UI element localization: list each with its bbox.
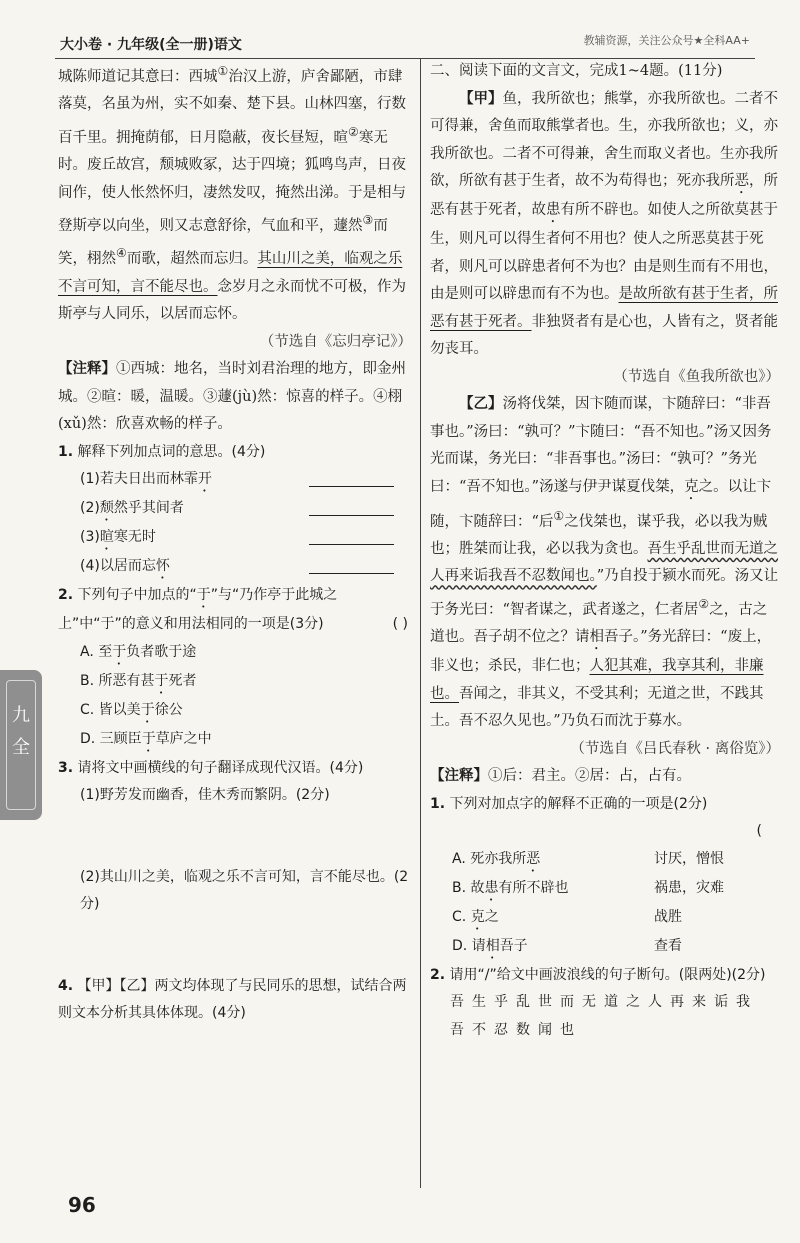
passage-source: （节选自《鱼我所欲也》）	[613, 368, 780, 385]
punctuation-line[interactable]: 吾生乎乱世而无道之人再来诟我	[450, 994, 758, 1011]
notes: 【注释】①西城：地名，当时刘君治理的地方，即金州城。②暄：暖，温暖。③蘧(jù)然：惊喜的样子。④栩(xǔ)然：欣喜欢畅的样子。	[58, 361, 406, 433]
answer-space[interactable]	[58, 810, 412, 837]
rq1-option[interactable]: A. 死亦我所恶 讨厌，憎恨	[452, 850, 724, 867]
right-question-2: 2. 请用“/”给文中画波浪线的句子断句。(限两处)(2分) 吾生乎乱世而无道之人再来诟我 吾不忍数闻也	[430, 962, 780, 1045]
underlined-sentence: 是故所欲有甚于生者，所恶有甚于死者。	[430, 286, 778, 330]
answer-space[interactable]	[58, 919, 412, 946]
page-number: 96	[68, 1193, 96, 1217]
answer-blank[interactable]	[309, 528, 394, 545]
notes: 【注释】①后：君主。②居：占，占有。	[430, 768, 691, 785]
page-header	[40, 34, 760, 54]
rq1-option[interactable]: C. 克之 战胜	[452, 908, 682, 925]
underlined-sentence: 人犯其难，我享其利，非廉也。	[430, 658, 764, 702]
wavy-underlined-sentence: 吾生乎乱世而无道之人再来诟我吾不忍数闻也。	[430, 540, 778, 585]
q2-option[interactable]: C. 皆以美于徐公	[80, 701, 183, 718]
q1-item: (2)颓然乎其间者	[58, 495, 412, 524]
q3-item: (2)其山川之美，临观之乐不言可知，言不能尽也。(2分)	[80, 868, 409, 913]
side-tab-char: 全	[12, 737, 30, 758]
q2-option[interactable]: B. 所恶有甚于死者	[80, 672, 197, 689]
answer-space[interactable]	[58, 946, 412, 973]
underlined-sentence: 其山川之美，临观之乐不言可知，言不能尽也。	[58, 251, 403, 295]
answer-blank[interactable]	[309, 499, 394, 516]
column-divider	[420, 58, 421, 1188]
q1-item: (3)暄寒无时	[58, 524, 412, 553]
q3-item: (1)野芳发而幽香，佳木秀而繁阴。(2分)	[80, 787, 330, 804]
punctuation-line[interactable]: 吾不忍数闻也	[450, 1021, 582, 1038]
right-question-1: 1. 下列对加点字的解释不正确的一项是(2分) ( A. 死亦我所恶 讨厌，憎恨 B. 故患有所不辟也 祸患，灾难 C. 克之 战胜 D. 请相吾子 查看	[430, 791, 780, 962]
passage-source: （节选自《忘归亭记》）	[259, 333, 412, 350]
answer-blank[interactable]	[309, 470, 394, 487]
question-2: 2. 下列句子中加点的“于”与“乃作亭于此城之上”中“于”的意义和用法相同的一项是(3分) ( ) A. 至于负者歌于途 B. 所恶有甚于死者 C. 皆以美于徐公 D. 三顾臣于草庐之中	[58, 582, 412, 755]
question-1: 1. 解释下列加点词的意思。(4分) (1)若夫日出而林霏开 (2)颓然乎其间者 (3)暄寒无时 (4)以居而忘怀	[58, 439, 412, 583]
answer-paren[interactable]: ( )	[392, 616, 408, 633]
answer-space[interactable]	[58, 837, 412, 864]
header-slogan: 教辅资源，关注公众号★全科AA+	[583, 34, 750, 47]
side-tab-char: 九	[12, 705, 30, 726]
section-title: 二、阅读下面的文言文，完成1~4题。(11分)	[430, 63, 723, 79]
answer-blank[interactable]	[309, 557, 394, 574]
left-column	[58, 58, 412, 1028]
passage-jia-continued: 城陈师道记其意曰：西城①治汉上游，庐舍鄙陋，市肆落莫，名虽为州，实不如秦、楚下县。山林四塞，行数百千里。拥掩荫郁，日月隐蔽，夜长昼短，暄②寒无时。废丘故宫，颓城败冢，达于四境；狐鸣鸟声，日夜间作，使人怅然怀归，凄然发叹，掩然出涕。于是相与登斯亭以向坐，则又志意舒徐，气血和平，蘧然③而笑，栩然④而歌，超然而忘归。其山川之美，临观之乐不言可知，言不能尽也。念岁月之永而忧不可极，作为斯亭与人同乐，以居而忘怀。	[58, 64, 406, 323]
book-title: 大小卷 · 九年级(全一册)语文	[60, 37, 242, 53]
right-column	[430, 58, 780, 1044]
question-4: 4. 【甲】【乙】两文均体现了与民同乐的思想，试结合两则文本分析其具体体现。(4分)	[58, 977, 407, 1022]
q2-option[interactable]: A. 至于负者歌于途	[80, 643, 197, 660]
q1-item: (1)若夫日出而林霏开	[58, 466, 412, 495]
passage-yi: 【乙】汤将伐桀，因卞随而谋，卞随辞曰：“非吾事也。”汤曰：“孰可？”卞随曰：“吾不知也。”汤又因务光而谋，务光曰：“非吾事也。”汤曰：“孰可？”务光曰：“吾不知也。”汤遂与伊尹谋夏伐桀，克之。以让卞随，卞随辞曰：“后①之伐桀也，谋乎我，必以我为贼也；胜桀而让我，必以我为贪也。吾生乎乱世而无道之人再来诟我吾不忍数闻也。”乃自投于颍水而死。汤又让于务光曰：“智者谋之，武者遂之，仁者居②之，古之道也。吾子胡不位之？请相吾子。”务光辞曰：“废上，非义也；杀民，非仁也；人犯其难，我享其利，非廉也。吾闻之，非其义，不受其利；无道之世，不践其土。吾不忍久见也。”乃负石而沈于募水。	[430, 396, 779, 730]
passage-jia: 【甲】鱼，我所欲也；熊掌，亦我所欲也。二者不可得兼，舍鱼而取熊掌者也。生，亦我所欲也；义，亦我所欲也。二者不可得兼，舍生而取义者也。生亦我所欲，所欲有甚于生者，故不为苟得也；死亦我所恶，所恶有甚于死者，故患有所不辟也。如使人之所欲莫甚于生，则凡可以得生者何不用也？使人之所恶莫甚于死者，则凡可以辟患者何不为也？由是则生而有不用也，由是则可以辟患而有不为也。是故所欲有甚于生者，所恶有甚于死者。非独贤者有是心也，人皆有之，贤者能勿丧耳。	[430, 90, 778, 357]
passage-source: （节选自《吕氏春秋 · 离俗览》）	[570, 740, 780, 757]
side-tab-text	[9, 700, 33, 764]
grade-side-tab	[0, 670, 42, 820]
rq1-option[interactable]: D. 请相吾子 查看	[452, 937, 682, 954]
answer-paren[interactable]: (	[756, 823, 762, 840]
q1-item: (4)以居而忘怀	[58, 553, 412, 582]
q2-option[interactable]: D. 三顾臣于草庐之中	[80, 730, 212, 747]
question-3: 3. 请将文中画横线的句子翻译成现代汉语。(4分) (1)野芳发而幽香，佳木秀而繁阴。(2分) (2)其山川之美，临观之乐不言可知，言不能尽也。(2分)	[58, 755, 412, 973]
rq1-option[interactable]: B. 故患有所不辟也 祸患，灾难	[452, 879, 724, 896]
